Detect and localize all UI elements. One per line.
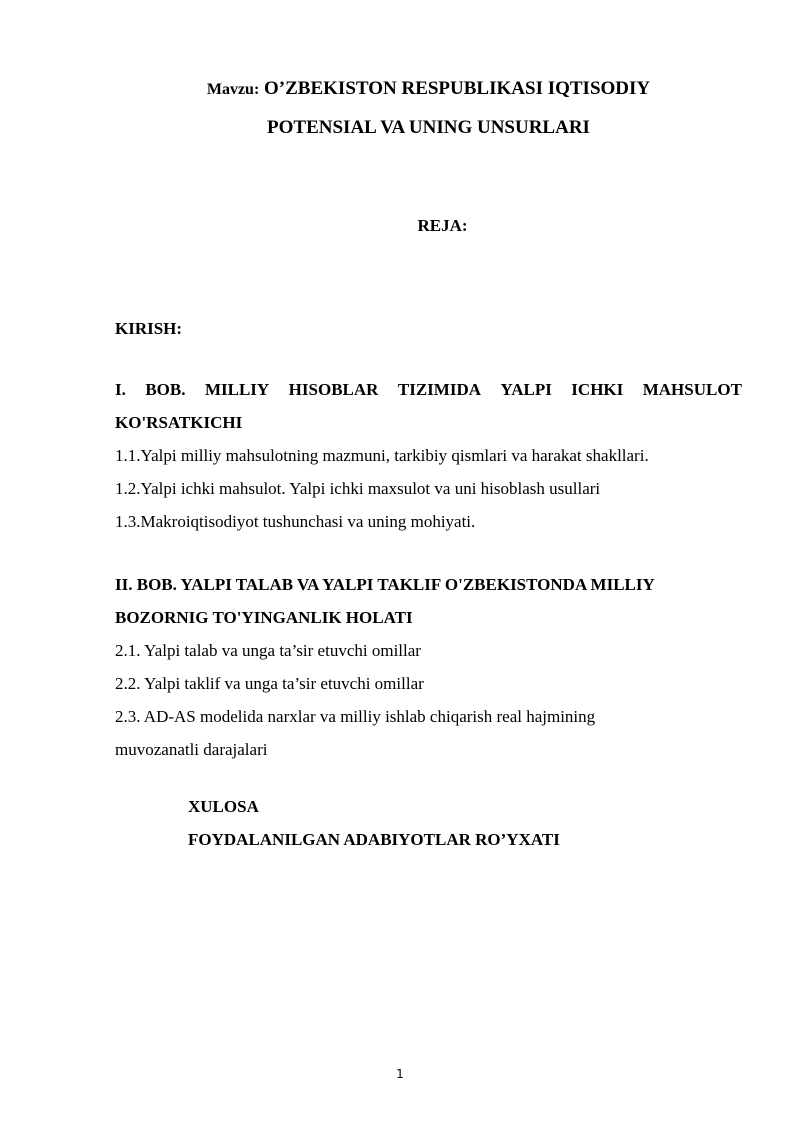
references-heading: FOYDALANILGAN ADABIYOTLAR RO’YXATI [188,830,560,849]
closing-sections [188,790,560,856]
chapter-1-heading-word: HISOBLAR [288,380,379,399]
plan-item: 2.3. AD-AS modelida narxlar va milliy ishlab chiqarish real hajmining [115,707,596,726]
plan-item: 1.2.Yalpi ichki mahsulot. Yalpi ichki maxsulot va uni hisoblash usullari [115,479,601,498]
chapter-2-heading-line-1: II. BOB. YALPI TALAB VA YALPI TAKLIF O'ZBEKISTONDA MILLIY [115,575,655,594]
chapter-2-heading-line-2: BOZORNIG TO'YINGANLIK HOLATI [115,608,413,627]
chapter-1-heading-word: YALPI [500,380,552,399]
document-title [115,74,742,143]
chapter-1-heading-word: MAHSULOT [642,380,742,399]
plan-item-continuation: muvozanatli darajalari [115,740,268,759]
chapter-1-heading-word: ICHKI [571,380,624,399]
chapter-1-heading-word: BOB. [145,380,186,399]
chapter-1-heading [115,373,742,439]
chapter-1-heading-word: TIZIMIDA [397,380,482,399]
title-prefix: Mavzu: [206,81,260,98]
introduction-heading: KIRISH: [115,319,183,338]
plan-item: 2.1. Yalpi talab va unga ta’sir etuvchi omillar [115,641,421,660]
chapter-1-heading-line-1 [115,373,742,406]
conclusion-heading: XULOSA [188,797,259,816]
chapter-1-heading-word: MILLIY [204,380,270,399]
chapter-1 [115,373,742,538]
plan-item: 2.2. Yalpi taklif va unga ta’sir etuvchi omillar [115,674,424,693]
plan-heading-text: REJA: [417,216,468,235]
chapter-1-heading-line-2: KO'RSATKICHI [115,413,243,432]
page-number: 1 [396,1067,404,1081]
chapter-2 [115,568,742,766]
plan-item: 1.1.Yalpi milliy mahsulotning mazmuni, tarkibiy qismlari va harakat shakllari. [115,446,649,465]
plan-heading [115,214,742,238]
title-line-2: POTENSIAL VA UNING UNSURLARI [267,117,590,138]
title-line-1 [115,74,742,105]
plan-item: 1.3.Makroiqtisodiyot tushunchasi va uning mohiyati. [115,512,476,531]
chapter-1-heading-word: I. [115,380,126,399]
title-text-1: O’ZBEKISTON RESPUBLIKASI IQTISODIY [264,78,651,99]
